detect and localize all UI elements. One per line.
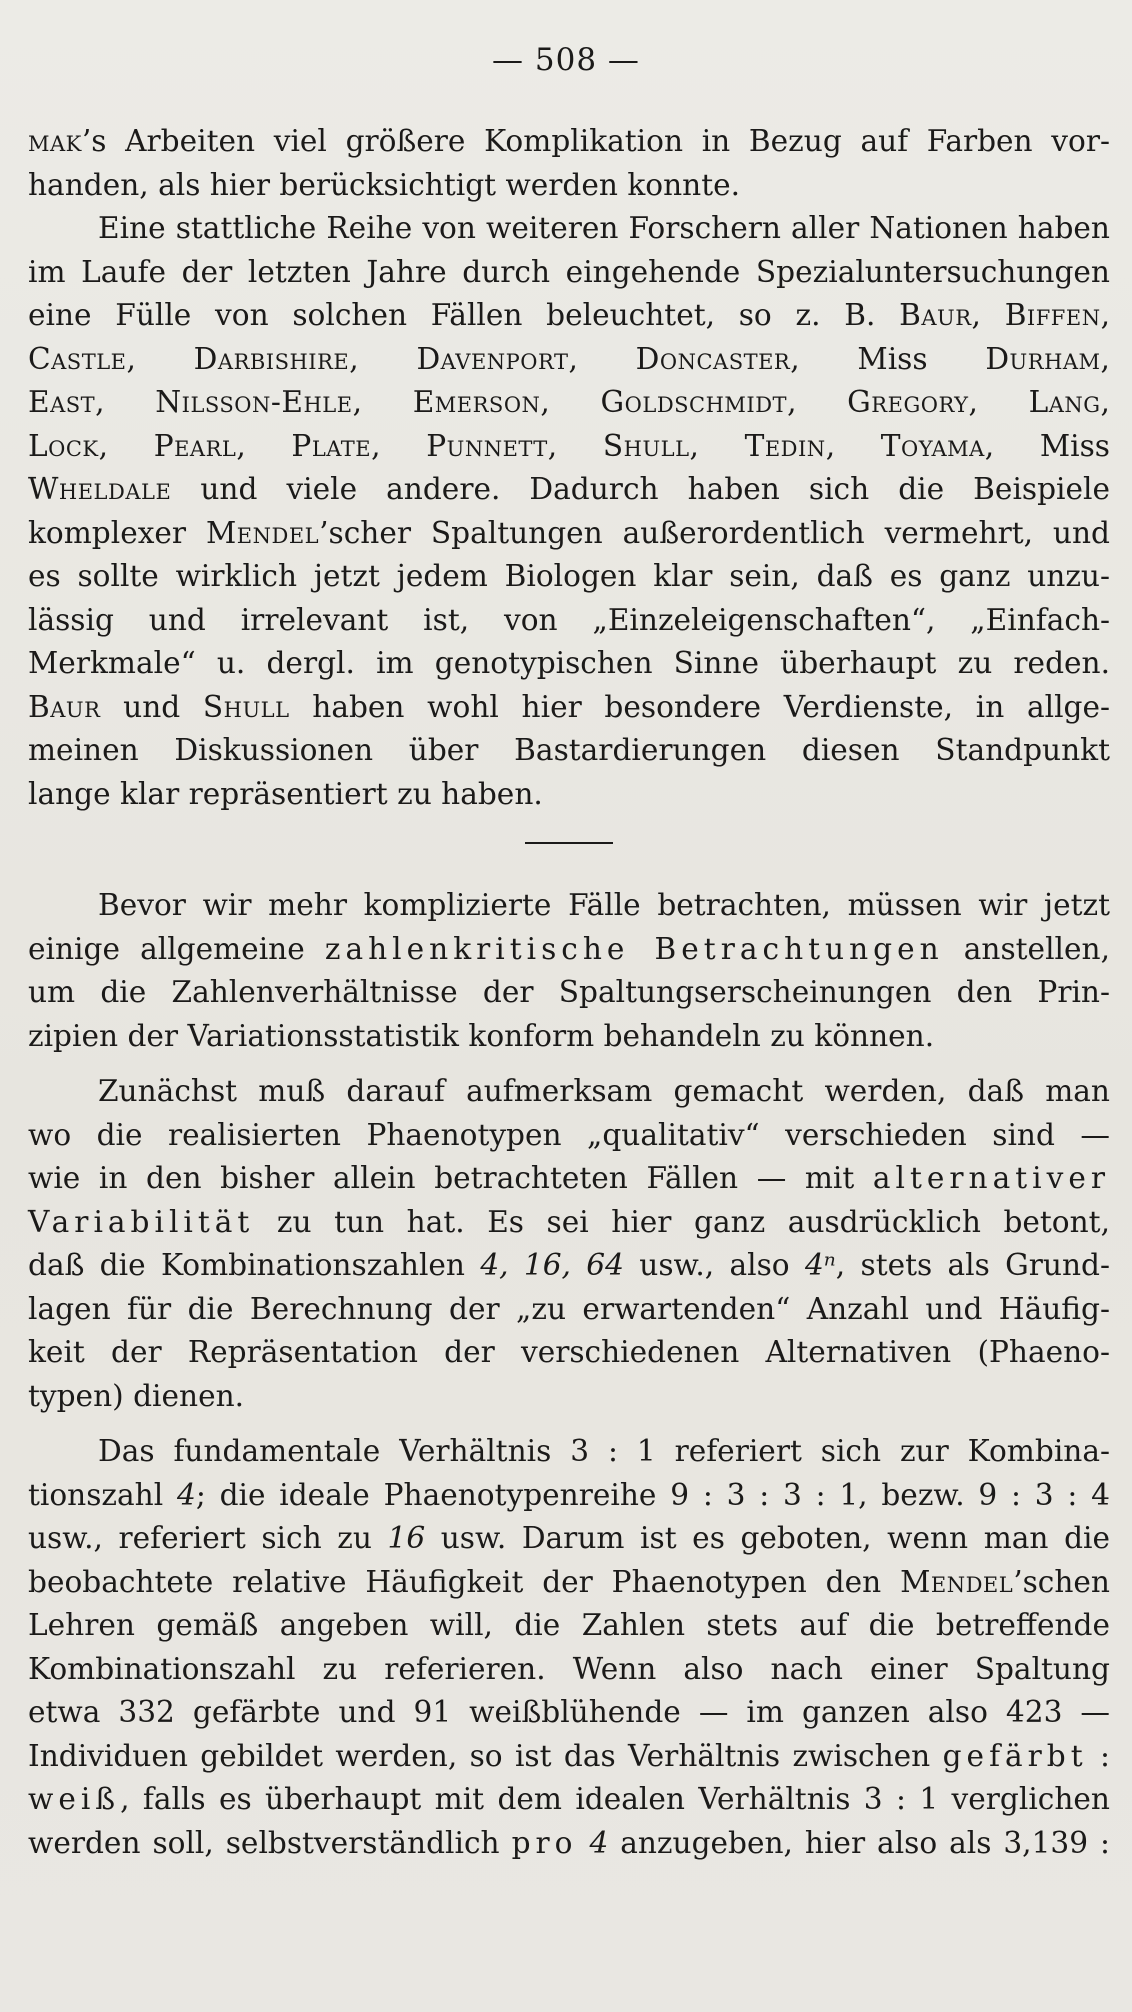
author-name: Emerson <box>412 385 541 419</box>
text-line <box>28 1157 1110 1201</box>
author-name: Tedin <box>744 428 826 463</box>
text-line <box>28 468 1110 512</box>
text-run: und <box>100 689 203 724</box>
text-line <box>28 381 1110 425</box>
text-run: wo die realisierten Phaenotypen „qualitativ“ verschieden sind — <box>28 1117 1110 1152</box>
text-run: tionszahl <box>28 1477 177 1512</box>
text-run: Individuen gebildet werden, so ist das Verhältnis zwischen <box>28 1738 943 1773</box>
text-line <box>28 425 1110 469</box>
text-run: zu tun hat. Es sei hier ganz ausdrücklich betont, <box>254 1204 1110 1239</box>
italic-number: 4 <box>176 1477 196 1512</box>
text-run <box>577 1826 589 1860</box>
text-line <box>28 1244 1110 1288</box>
text-run: komplexer <box>28 515 206 550</box>
section-divider <box>525 842 613 844</box>
text-line <box>28 120 1110 164</box>
paragraph-gap <box>28 1058 1110 1070</box>
text-line <box>28 971 1110 1015</box>
author-name: Shull <box>202 689 290 724</box>
text-run: daß die Kombinationszahlen <box>28 1248 481 1282</box>
text-line <box>28 1735 1110 1779</box>
text-run: Merkmale“ u. dergl. im genotypischen Sinne überhaupt zu reden. <box>28 646 1110 680</box>
text-line <box>28 207 1110 251</box>
spaced-emphasis: Variabilität <box>28 1204 255 1239</box>
spaced-emphasis: zahlenkritische Betrachtungen <box>324 931 944 966</box>
spaced-emphasis: alternativer <box>872 1161 1110 1195</box>
text-line <box>28 1778 1110 1822</box>
text-line <box>28 338 1110 382</box>
author-name: Punnett <box>426 428 548 463</box>
text-run: , stets als Grund- <box>835 1248 1110 1282</box>
text-line <box>28 294 1110 338</box>
text-line <box>28 1648 1110 1692</box>
paragraph <box>28 1430 1110 1865</box>
text-line <box>28 1015 1110 1059</box>
text-run: , <box>540 385 601 419</box>
text-run: meinen Diskussionen über Bastardierungen diesen Standpunkt <box>28 733 1110 767</box>
author-name: Mendel <box>205 515 320 550</box>
text-run: , <box>349 341 417 376</box>
text-run: typen) dienen. <box>28 1378 245 1413</box>
paragraph <box>28 120 1110 207</box>
paragraph-gap <box>28 1418 1110 1430</box>
text-run: im Laufe der letzten Jahre durch eingehende Spezialuntersuchungen <box>28 254 1110 289</box>
text-run: , Miss <box>984 428 1110 463</box>
text-run: um die Zahlenverhältnisse der Spaltungserscheinungen den Prin- <box>28 975 1110 1009</box>
text-line <box>28 1114 1110 1158</box>
text-line <box>28 164 1110 208</box>
text-run: lagen für die Berechnung der „zu erwartenden“ Anzahl und Häufig- <box>28 1291 1110 1326</box>
author-name: Toyama <box>880 428 985 463</box>
text-line <box>28 251 1110 295</box>
text-run: , <box>968 385 1029 419</box>
text-run: Eine stattliche Reihe von weiteren Forschern aller Nationen haben <box>98 211 1110 245</box>
text-run: usw. Darum ist es geboten, wenn man die <box>425 1521 1110 1555</box>
paragraph <box>28 884 1110 1058</box>
text-run: Zunächst muß darauf aufmerksam gemacht werden, daß man <box>98 1074 1110 1108</box>
text-run: anstellen, <box>943 931 1110 966</box>
text-line <box>28 1822 1110 1866</box>
text-line <box>28 512 1110 556</box>
text-run: ’schen <box>1013 1564 1110 1599</box>
text-run: haben wohl hier besondere Verdienste, in allge- <box>289 689 1110 724</box>
author-name: Doncaster <box>635 341 791 376</box>
author-name: Durham <box>985 341 1101 376</box>
author-name: Wheldale <box>28 472 172 506</box>
text-run: , <box>547 428 603 463</box>
text-run: , <box>1100 298 1110 332</box>
author-name: Pearl <box>153 428 237 463</box>
text-line <box>28 642 1110 686</box>
text-run: etwa 332 gefärbte und 91 weißblühende — im ganzen also 423 — <box>28 1695 1110 1729</box>
author-name: Plate <box>291 428 372 463</box>
text-run: , <box>1100 385 1110 419</box>
author-name: Castle <box>28 341 127 376</box>
text-line <box>28 773 1110 817</box>
text-run: und viele andere. Dadurch haben sich die Beispiele <box>171 472 1110 506</box>
text-run: , <box>1100 341 1110 376</box>
text-run: , <box>371 428 427 463</box>
author-name: Mendel <box>900 1564 1014 1599</box>
text-line <box>28 928 1110 972</box>
text-run: beobachtete relative Häufigkeit der Phaenotypen den <box>28 1564 901 1599</box>
author-name: Darbishire <box>193 341 350 376</box>
paragraph <box>28 1070 1110 1418</box>
text-run: , <box>689 428 745 463</box>
author-name: Baur <box>28 689 101 724</box>
paragraph <box>28 207 1110 816</box>
text-line <box>28 1331 1110 1375</box>
text-line <box>28 1604 1110 1648</box>
text-run: , <box>971 298 1005 332</box>
page-number: — 508 — <box>492 42 640 78</box>
author-name: Nilsson-Ehle <box>155 385 353 419</box>
text-run: , falls es überhaupt mit dem idealen Verhältnis 3 : 1 verglichen <box>120 1782 1110 1816</box>
text-run: ’scher Spaltungen außerordentlich vermehrt, und <box>319 515 1110 550</box>
text-line <box>28 884 1110 928</box>
italic-number: 4ⁿ <box>804 1248 836 1282</box>
text-run: zipien der Variationsstatistik konform behandeln zu können. <box>28 1018 935 1053</box>
text-run: wie in den bisher allein betrachteten Fällen — mit <box>28 1161 873 1195</box>
author-name: East <box>28 385 96 419</box>
author-name: Goldschmidt <box>600 385 788 419</box>
text-run: Kombinationszahl zu referieren. Wenn also nach einer Spaltung <box>28 1651 1110 1686</box>
text-line <box>28 729 1110 773</box>
text-run: , <box>787 385 848 419</box>
italic-number: 16 <box>387 1521 426 1555</box>
text-line <box>28 686 1110 730</box>
author-name: Biffen <box>1004 298 1101 332</box>
text-run: usw., referiert sich zu <box>28 1521 388 1555</box>
author-name: mak <box>28 124 82 158</box>
text-run: , <box>825 428 881 463</box>
text-run: ’s Arbeiten viel größere Komplikation in Bezug auf Farben vor- <box>81 124 1110 158</box>
text-run: , Miss <box>790 341 986 376</box>
spaced-emphasis: pro <box>511 1825 578 1860</box>
spaced-emphasis: gefärbt <box>942 1738 1088 1773</box>
italic-number: 4 <box>589 1825 609 1860</box>
spaced-emphasis: weiß <box>28 1782 121 1816</box>
author-name: Shull <box>602 428 690 463</box>
text-run: werden soll, selbstverständlich <box>28 1825 512 1860</box>
author-name: Davenport <box>416 341 569 376</box>
text-line <box>28 1430 1110 1474</box>
text-run: , <box>126 341 194 376</box>
text-run: lange klar repräsentiert zu haben. <box>28 776 543 811</box>
italic-number: 4, 16, 64 <box>480 1248 624 1282</box>
text-run: usw., also <box>623 1248 805 1282</box>
text-run: lässig und irrelevant ist, von „Einzeleigenschaften“, „Einfach- <box>28 602 1110 637</box>
author-name: Gregory <box>847 385 969 419</box>
text-run: Bevor wir mehr komplizierte Fälle betrachten, müssen wir jetzt <box>98 888 1110 922</box>
text-run: , <box>98 428 154 463</box>
text-run: Lehren gemäß angeben will, die Zahlen stets auf die betreffende <box>28 1608 1110 1642</box>
text-line <box>28 599 1110 643</box>
text-line <box>28 1070 1110 1114</box>
text-run: , <box>352 385 413 419</box>
text-run: es sollte wirklich jetzt jedem Biologen klar sein, daß es ganz unzu- <box>28 559 1110 593</box>
text-run: : <box>1087 1738 1110 1773</box>
text-run: , <box>95 385 156 419</box>
author-name: Baur <box>899 298 972 332</box>
text-run: anzugeben, hier also als 3,139 : <box>608 1825 1110 1860</box>
body-text <box>28 120 1110 1865</box>
text-run: , <box>236 428 292 463</box>
text-line <box>28 555 1110 599</box>
text-run: einige allgemeine <box>28 931 325 966</box>
text-line <box>28 1201 1110 1245</box>
text-run: ; die ideale Phaenotypenreihe 9 : 3 : 3 : 1, bezw. 9 : 3 : 4 <box>195 1477 1110 1512</box>
text-line <box>28 1691 1110 1735</box>
text-run: keit der Repräsentation der verschiedenen Alternativen (Phaeno- <box>28 1335 1110 1369</box>
text-line <box>28 1517 1110 1561</box>
text-line <box>28 1375 1110 1419</box>
text-line <box>28 1474 1110 1518</box>
text-run: eine Fülle von solchen Fällen beleuchtet, so z. B. <box>28 298 900 332</box>
author-name: Lock <box>28 428 99 463</box>
text-line <box>28 1561 1110 1605</box>
text-line <box>28 1288 1110 1332</box>
text-run: , <box>568 341 636 376</box>
text-run: Das fundamentale Verhältnis 3 : 1 referiert sich zur Kombina- <box>98 1434 1110 1468</box>
text-run: handen, als hier berücksichtigt werden konnte. <box>28 167 741 202</box>
author-name: Lang <box>1028 385 1101 419</box>
